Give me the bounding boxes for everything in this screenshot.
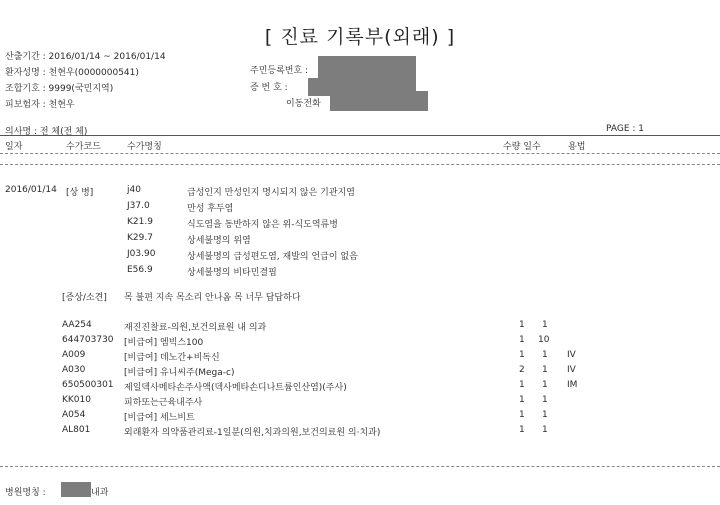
order-code: AA254 [62,320,92,330]
order-code: A030 [62,365,86,375]
diagnosis-name: 상세불명의 위염 [187,236,251,246]
order-qty: 1 [519,395,525,405]
order-name: [비급여] 세느비트 [124,413,195,423]
order-name: 외래환자 의약품관리료-1일분(의원,치과의원,보건의료원 의·치과) [124,428,381,438]
divider [0,135,720,136]
divider [0,164,720,165]
order-qty: 1 [519,350,525,360]
header-name: 수가명칭 [127,142,162,152]
divider [0,153,720,154]
footer-hospital-label: 병원명칭 : [5,488,46,498]
insured-line: 피보험자 : 천현우 [5,100,75,110]
header-usage: 용법 [568,142,586,152]
order-usage: IV [567,350,576,360]
order-code: KK010 [62,395,91,405]
phone-redaction [330,91,428,111]
diagnosis-code: J03.90 [127,249,156,259]
header-date: 일자 [5,142,23,152]
order-name: 제일덱사메타손주사액(덱사메타손디나트륨인산염)(주사) [124,383,347,393]
order-code: A009 [62,350,86,360]
hospital-name-redaction [61,482,91,497]
order-name: 피하또는근육내주사 [124,398,203,408]
diagnosis-name: 상세불명의 급성편도염, 재발의 언급이 없음 [187,252,358,262]
diagnosis-name: 만성 후두염 [187,204,234,214]
order-days: 1 [542,350,548,360]
order-qty: 1 [519,320,525,330]
phone-label: 이동전화 [286,99,321,109]
diagnosis-code: J37.0 [127,201,150,211]
order-days: 1 [542,395,548,405]
order-days: 1 [542,320,548,330]
order-code: AL801 [62,425,91,435]
header-qty-days: 수량 일수 [503,142,541,152]
diagnosis-name: 식도염을 동반하지 않은 위-식도역류병 [187,220,338,230]
page-number: PAGE : 1 [606,124,644,134]
order-qty: 2 [519,365,525,375]
symptom-label: [증상/소견] [62,293,107,303]
footer-hospital-suffix: 내과 [91,488,109,498]
diagnosis-label: [상 병] [66,188,94,198]
order-qty: 1 [519,425,525,435]
header-code: 수가코드 [66,142,101,152]
order-name: [비급여] 엠빅스100 [124,338,204,348]
diagnosis-code: E56.9 [127,265,153,275]
order-usage: IM [567,380,578,390]
order-qty: 1 [519,380,525,390]
period-line: 산출기간 : 2016/01/14 ~ 2016/01/14 [5,52,166,62]
divider [0,466,720,467]
union-line: 조합기호 : 9999(국민지역) [5,84,114,94]
order-name: [비급여] 유니씨주(Mega-c) [124,368,235,378]
document-title: [ 진료 기록부(외래) ] [264,26,456,48]
order-days: 1 [542,380,548,390]
order-days: 1 [542,410,548,420]
doctor-line: 의사명 : 전 체(전 체) [5,127,88,137]
diagnosis-code: K21.9 [127,217,153,227]
order-code: 650500301 [62,380,114,390]
diagnosis-code: j40 [127,185,141,195]
order-code: 644703730 [62,335,114,345]
order-name: [비급여] 데노간+비독신 [124,353,220,363]
order-code: A054 [62,410,86,420]
diagnosis-name: 상세불명의 비타민결핍 [187,268,277,278]
symptom-text: 목 불편 지속 목소리 안나옴 목 너무 답답하다 [124,293,301,303]
order-days: 1 [542,365,548,375]
patient-line: 환자성명 : 천현우(0000000541) [5,68,139,78]
order-qty: 1 [519,410,525,420]
cert-label: 증 번 호 : [250,83,288,93]
order-qty: 1 [519,335,525,345]
order-days: 10 [538,335,550,345]
order-usage: IV [567,365,576,375]
visit-date: 2016/01/14 [5,185,57,195]
rrn-label: 주민등록번호 : [250,66,309,76]
diagnosis-name: 급성인지 만성인지 명시되지 않은 기관지염 [187,188,355,198]
diagnosis-code: K29.7 [127,233,153,243]
order-days: 1 [542,425,548,435]
order-name: 재진진찰료-의원,보건의료원 내 의과 [124,323,267,333]
rrn-redaction [318,56,416,80]
